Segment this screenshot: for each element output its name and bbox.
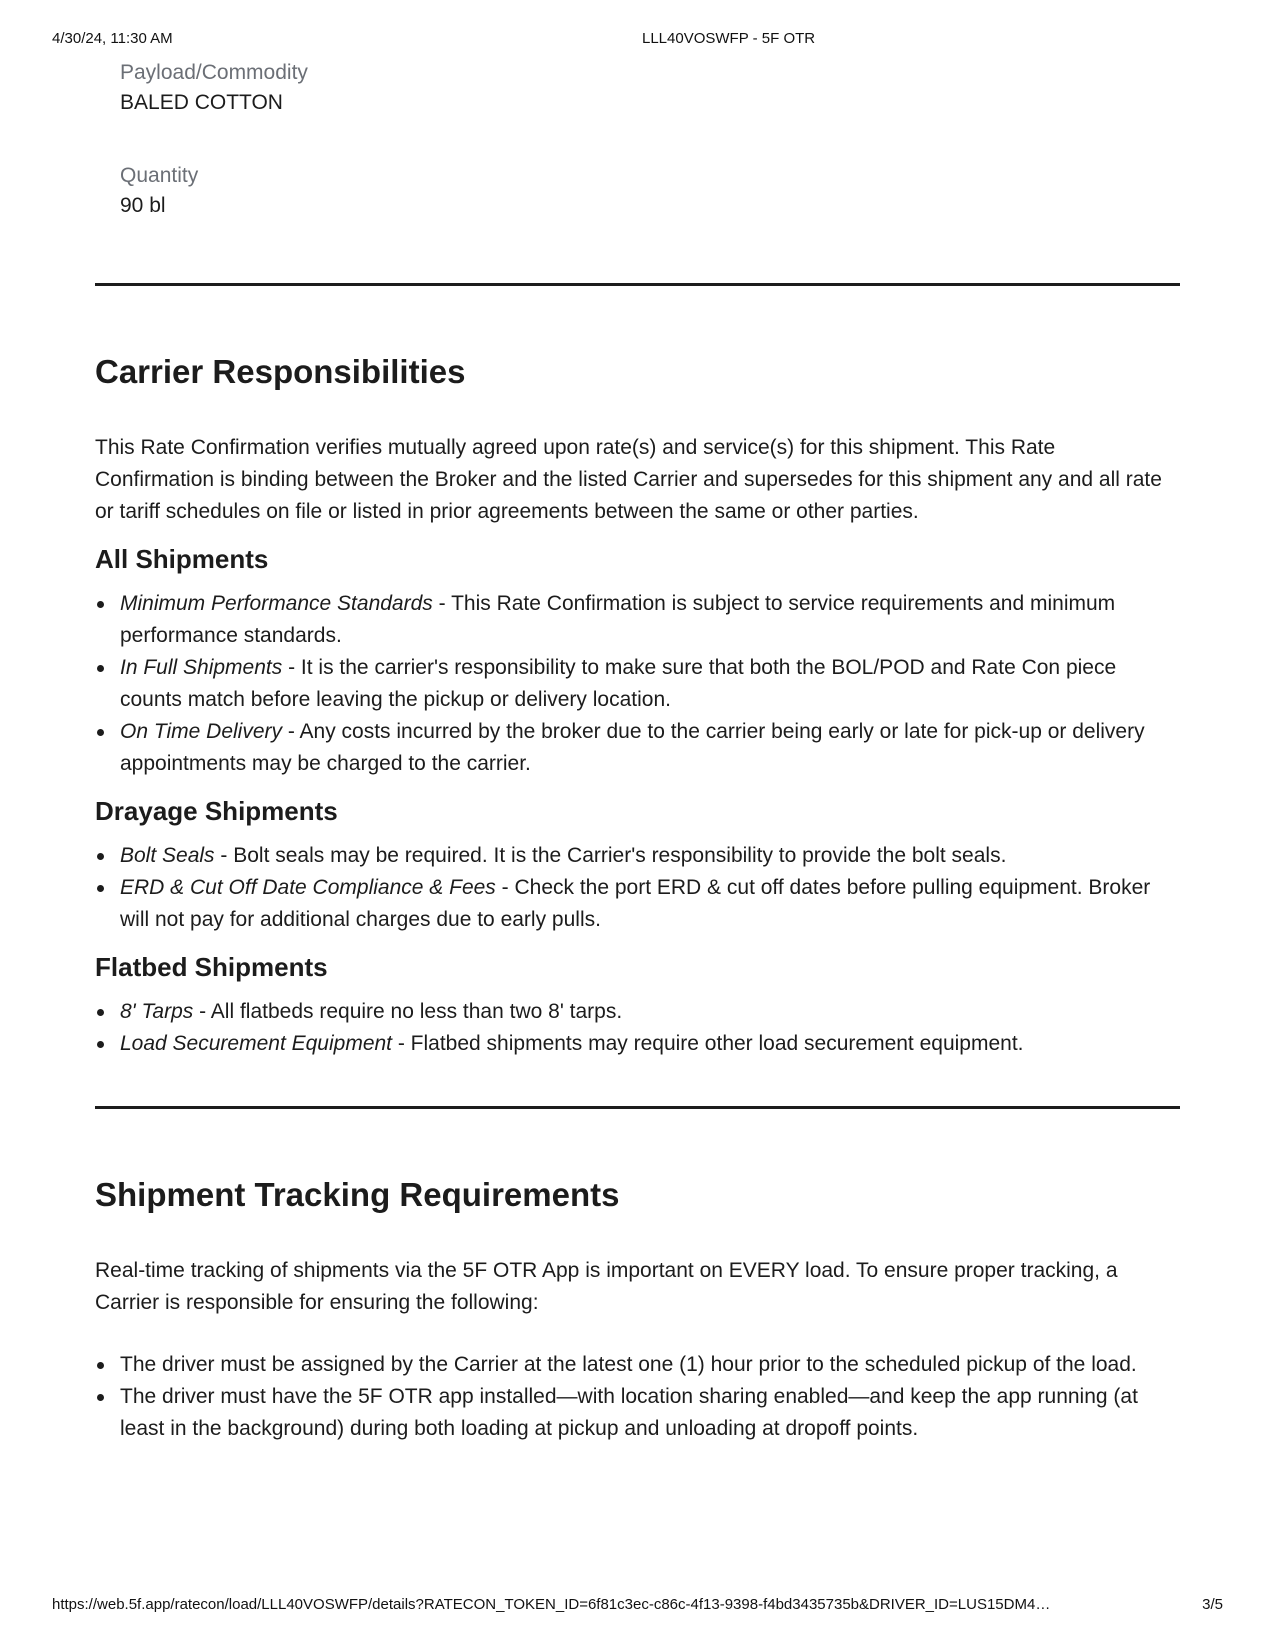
carrier-responsibilities-intro: This Rate Confirmation verifies mutually agreed upon rate(s) and service(s) for this shipment. This Rate Confirmation is binding between the Broker and the listed Carrier and supersedes for this shipment any and all rate or tariff schedules on file or listed in prior agreements between the same or other parties.	[95, 436, 1162, 523]
flatbed-shipments-list	[95, 996, 1180, 1060]
carrier-responsibilities-title: Carrier Responsibilities	[95, 353, 466, 390]
page-number: 3/5	[1202, 1596, 1223, 1613]
list-item-text: - It is the carrier's responsibility to make sure that both the BOL/POD and Rate Con piece counts match before leaving the pickup or delivery location.	[120, 656, 1117, 711]
list-item-term: Load Securement Equipment	[120, 1032, 393, 1055]
bullet-icon	[97, 1394, 104, 1401]
list-item-term: Bolt Seals	[120, 844, 215, 867]
list-item-term: 8' Tarps	[120, 1000, 194, 1023]
list-item-text: The driver must be assigned by the Carrier at the latest one (1) hour prior to the scheduled pickup of the load.	[120, 1353, 1137, 1376]
bullet-icon	[97, 853, 104, 860]
list-item	[120, 588, 1180, 652]
list-item-text: - This Rate Confirmation is subject to service requirements and minimum performance standards.	[120, 592, 1116, 647]
list-item	[120, 716, 1180, 780]
payload-label: Payload/Commodity	[120, 61, 308, 84]
print-date: 4/30/24, 11:30 AM	[52, 30, 173, 47]
quantity-label: Quantity	[120, 164, 199, 187]
list-item-term: In Full Shipments	[120, 656, 283, 679]
list-item	[120, 1028, 1180, 1060]
list-item-text: - Bolt seals may be required. It is the Carrier's responsibility to provide the bolt seals.	[214, 844, 1007, 867]
bullet-icon	[97, 665, 104, 672]
section-divider	[95, 1106, 1180, 1109]
tracking-intro: Real-time tracking of shipments via the 5F OTR App is important on EVERY load. To ensure proper tracking, a Carrier is responsible for ensuring the following:	[95, 1259, 1118, 1314]
bullet-icon	[97, 1362, 104, 1369]
tracking-requirements-title: Shipment Tracking Requirements	[95, 1176, 620, 1213]
print-footer	[52, 1596, 1223, 1616]
list-item	[120, 1349, 1180, 1381]
bullet-icon	[97, 601, 104, 608]
page-url: https://web.5f.app/ratecon/load/LLL40VOSWFP/details?RATECON_TOKEN_ID=6f81c3ec-c86c-4f13-9398-f4bd3435735b&DRIVER_ID=LUS15DM4…	[52, 1596, 1051, 1613]
drayage-shipments-title: Drayage Shipments	[95, 796, 338, 826]
list-item	[120, 996, 1180, 1028]
drayage-shipments-list	[95, 840, 1180, 936]
list-item	[120, 872, 1180, 936]
list-item-text: - Any costs incurred by the broker due to the carrier being early or late for pick-up or delivery appointments may be charged to the carrier.	[120, 720, 1145, 775]
section-divider	[95, 283, 1180, 286]
list-item-text: - All flatbeds require no less than two 8' tarps.	[193, 1000, 623, 1023]
tracking-requirements-list	[95, 1349, 1180, 1445]
bullet-icon	[97, 1041, 104, 1048]
bullet-icon	[97, 729, 104, 736]
payload-field	[120, 58, 1180, 118]
all-shipments-title: All Shipments	[95, 544, 269, 574]
list-item-term: ERD & Cut Off Date Compliance & Fees	[120, 876, 496, 899]
print-header	[52, 30, 1223, 50]
all-shipments-list	[95, 588, 1180, 780]
list-item	[120, 840, 1180, 872]
quantity-value: 90 bl	[120, 194, 166, 217]
list-item-text: - Flatbed shipments may require other load securement equipment.	[392, 1032, 1024, 1055]
bullet-icon	[97, 885, 104, 892]
list-item-text: The driver must have the 5F OTR app installed—with location sharing enabled—and keep the app running (at least in the background) during both loading at pickup and unloading at dropoff points.	[120, 1385, 1138, 1440]
payload-value: BALED COTTON	[120, 91, 283, 114]
list-item-term: Minimum Performance Standards	[120, 592, 433, 615]
quantity-field	[120, 161, 1180, 221]
list-item-text: - Check the port ERD & cut off dates before pulling equipment. Broker will not pay for additional charges due to early pulls.	[120, 876, 1151, 931]
list-item-term: On Time Delivery	[120, 720, 283, 743]
document-content	[95, 58, 1180, 1445]
print-page-title: LLL40VOSWFP - 5F OTR	[642, 30, 816, 47]
list-item	[120, 1381, 1180, 1445]
list-item	[120, 652, 1180, 716]
bullet-icon	[97, 1009, 104, 1016]
flatbed-shipments-title: Flatbed Shipments	[95, 952, 328, 982]
